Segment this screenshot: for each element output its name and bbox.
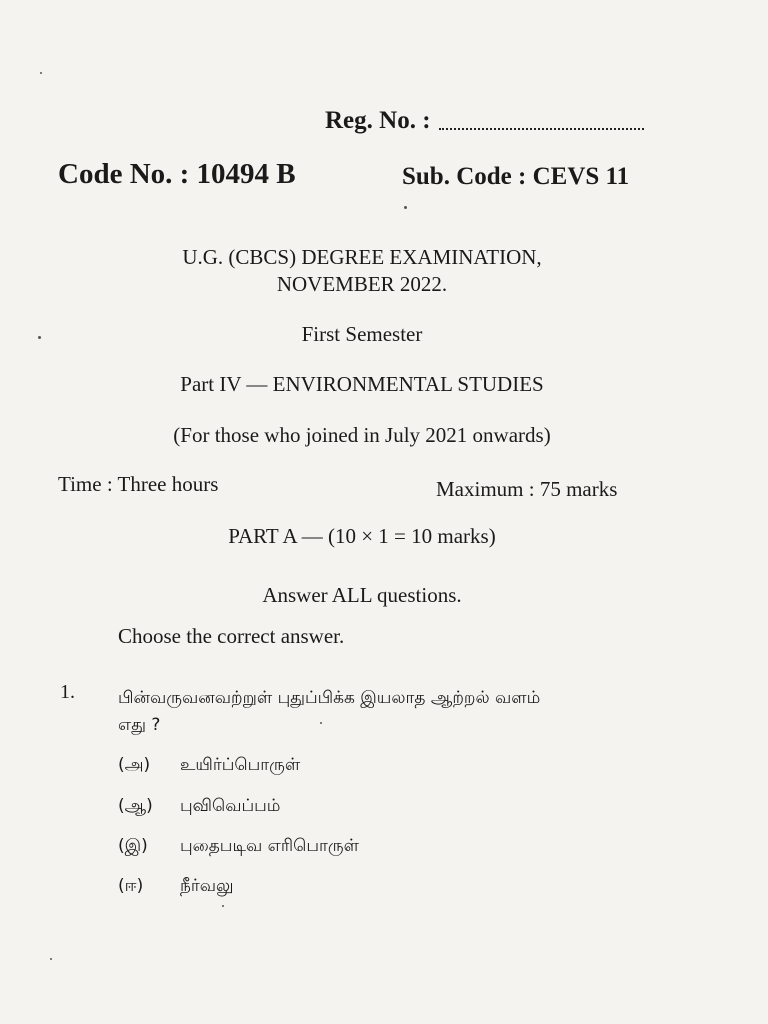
option-b-text: புவிவெப்பம் (180, 796, 281, 816)
reg-no-label: Reg. No. : (325, 107, 431, 134)
reg-no-blank (439, 128, 644, 130)
scan-speck (38, 336, 41, 339)
eligibility-note: (For those who joined in July 2021 onwards) (173, 423, 551, 447)
option-d-label: (ஈ) (118, 876, 144, 896)
exam-title-line2: NOVEMBER 2022. (276, 272, 448, 296)
scan-speck (40, 72, 42, 74)
sub-code: Sub. Code : CEVS 11 (402, 163, 630, 190)
maximum-marks: Maximum : 75 marks (436, 477, 618, 501)
option-a-text: உயிர்ப்பொருள் (180, 755, 301, 775)
scan-speck (320, 722, 322, 724)
scan-speck (50, 958, 52, 960)
subject-title: Part IV — ENVIRONMENTAL STUDIES (180, 372, 544, 396)
part-a-sub-instruction: Choose the correct answer. (118, 624, 345, 648)
option-a-label: (அ) (118, 755, 151, 775)
code-no: Code No. : 10494 B (58, 158, 296, 190)
semester: First Semester (301, 322, 423, 346)
question-text-line1: பின்வருவனவற்றுள் புதுப்பிக்க இயலாத ஆற்றல் வளம் (118, 688, 541, 708)
reg-no-field (325, 107, 644, 135)
time-allowed: Time : Three hours (58, 472, 219, 496)
question-text-line2: எது ? (118, 715, 161, 735)
option-b-label: (ஆ) (118, 796, 153, 816)
scan-speck (404, 206, 407, 209)
part-a-heading: PART A — (10 × 1 = 10 marks) (228, 524, 496, 548)
question-number: 1. (60, 681, 75, 703)
option-d-text: நீர்வலு (180, 876, 234, 896)
scan-speck (222, 905, 224, 907)
part-a-instruction: Answer ALL questions. (262, 583, 462, 607)
exam-title-line1: U.G. (CBCS) DEGREE EXAMINATION, (182, 245, 542, 269)
option-c-text: புதைபடிவ எரிபொருள் (180, 836, 360, 856)
option-c-label: (இ) (118, 836, 148, 856)
